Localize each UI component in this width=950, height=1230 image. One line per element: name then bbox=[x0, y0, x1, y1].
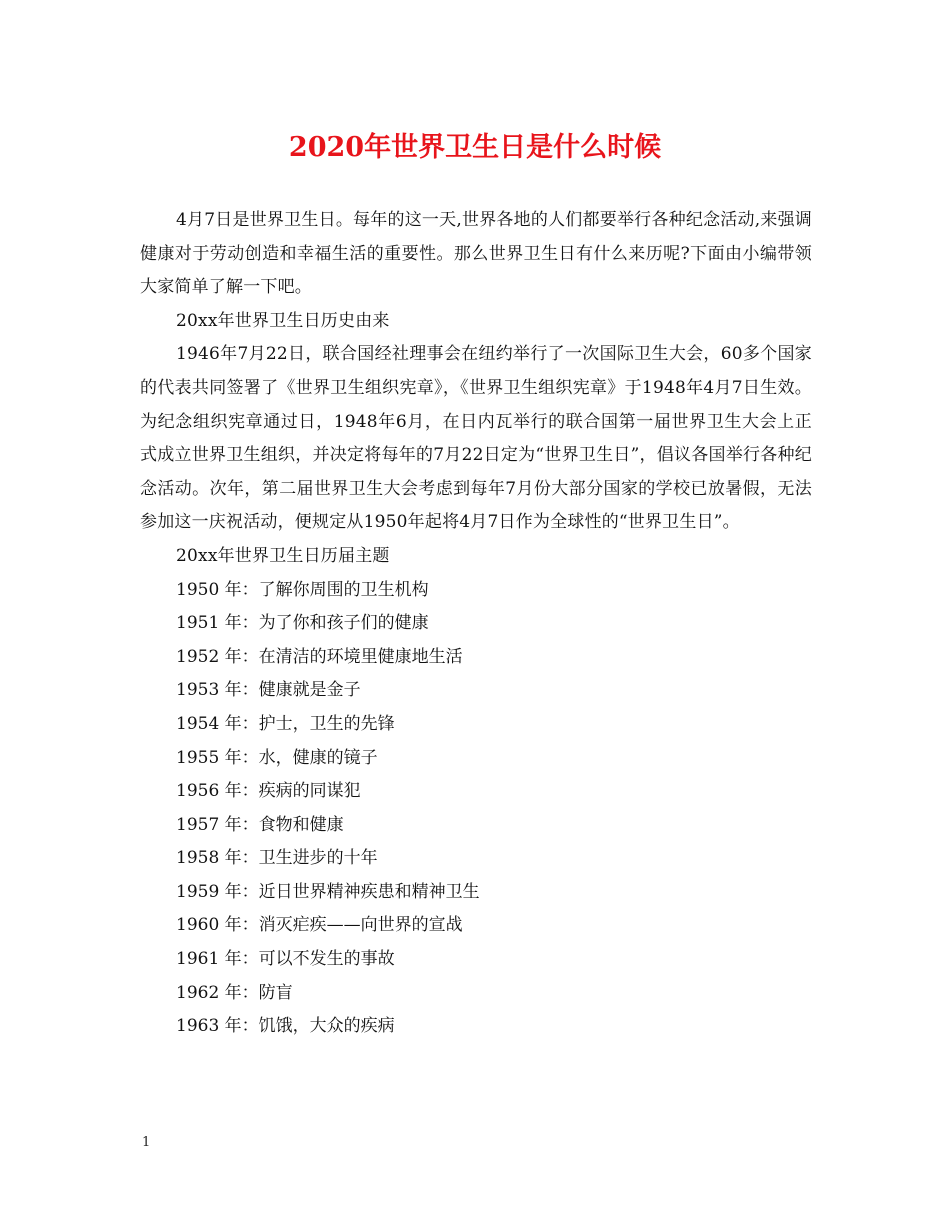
theme-item: 1956 年：疾病的同谋犯 bbox=[176, 781, 361, 802]
theme-item: 1962 年：防盲 bbox=[176, 982, 293, 1003]
theme-item: 1955 年：水，健康的镜子 bbox=[176, 747, 378, 768]
theme-item: 1963 年：饥饿，大众的疾病 bbox=[176, 1016, 395, 1037]
history-heading: 20xx年世界卫生日历史由来 bbox=[176, 310, 390, 331]
theme-item: 1954 年：护士，卫生的先锋 bbox=[176, 713, 395, 734]
theme-item: 1951 年：为了你和孩子们的健康 bbox=[176, 613, 429, 634]
theme-item: 1950 年：了解你周围的卫生机构 bbox=[176, 579, 429, 600]
theme-item: 1957 年：食物和健康 bbox=[176, 814, 344, 835]
themes-list bbox=[140, 574, 812, 1044]
theme-item: 1960 年：消灭疟疾——向世界的宣战 bbox=[176, 915, 463, 936]
theme-item: 1961 年：可以不发生的事故 bbox=[176, 949, 395, 970]
theme-item: 1958 年：卫生进步的十年 bbox=[176, 848, 378, 869]
themes-heading: 20xx年世界卫生日历届主题 bbox=[176, 545, 390, 566]
document-body bbox=[140, 204, 812, 1044]
theme-item: 1953 年：健康就是金子 bbox=[176, 680, 361, 701]
theme-item: 1952 年：在清洁的环境里健康地生活 bbox=[176, 646, 463, 667]
history-paragraph: 1946年7月22日，联合国经社理事会在纽约举行了一次国际卫生大会，60多个国家的代表共同签署了《世界卫生组织宪章》，《世界卫生组织宪章》于1948年4月7日生效。为纪念组织宪章通过日，1948年6月，在日内瓦举行的联合国第一届世界卫生大会上正式成立世界卫生组织，并决定将每年的7月22日定为“世界卫生日”，倡议各国举行各种纪念活动。次年，第二届世界卫生大会考虑到每年7月份大部分国家的学校已放暑假，无法参加这一庆祝活动，便规定从1950年起将4月7日作为全球性的“世界卫生日”。 bbox=[140, 344, 812, 533]
document-title: 2020年世界卫生日是什么时候 bbox=[288, 132, 662, 163]
theme-item: 1959 年：近日世界精神疾患和精神卫生 bbox=[176, 881, 480, 902]
intro-paragraph: 4月7日是世界卫生日。每年的这一天,世界各地的人们都要举行各种纪念活动,来强调健康对于劳动创造和幸福生活的重要性。那么世界卫生日有什么来历呢?下面由小编带领大家简单了解一下吧。 bbox=[140, 210, 812, 298]
page-number: 1 bbox=[142, 1135, 151, 1150]
